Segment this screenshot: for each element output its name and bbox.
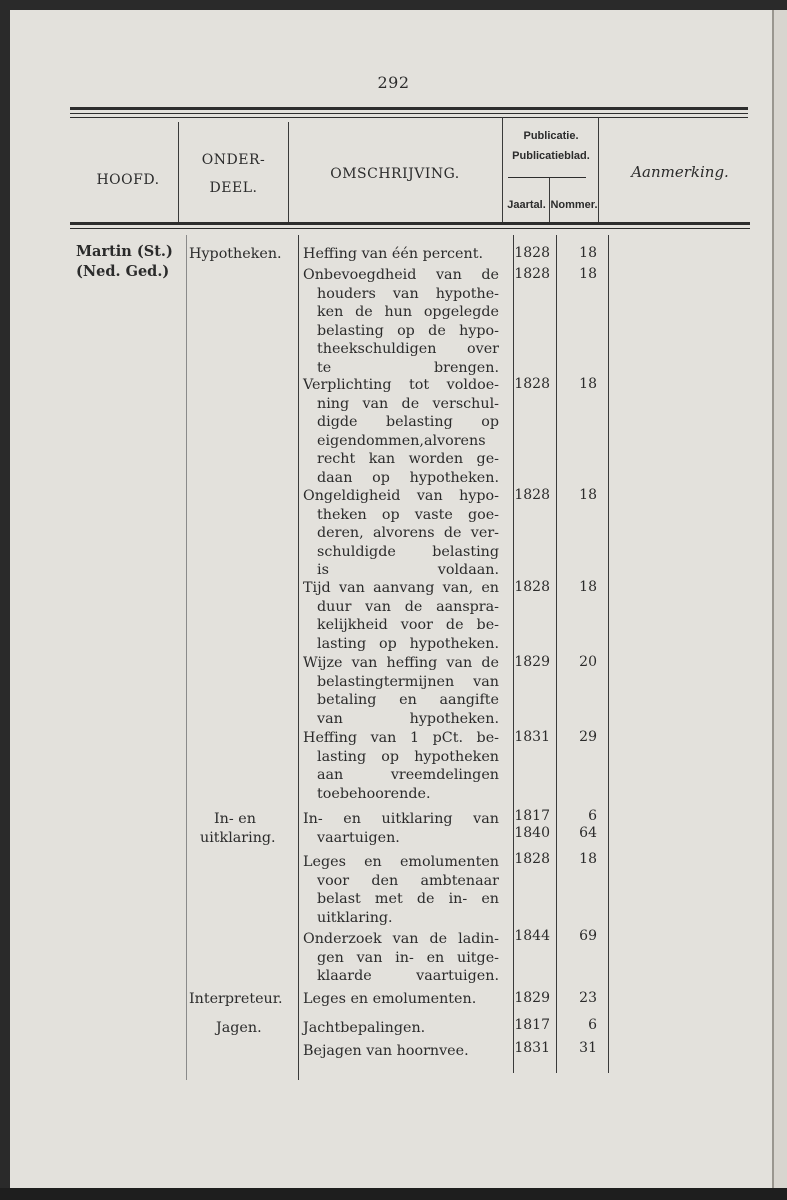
entry-description (303, 930, 499, 986)
entry-line: In- en uitklaring van (303, 811, 499, 827)
entry-year: 1831 (514, 729, 550, 745)
entry-number: 29 (579, 729, 597, 745)
entry-year: 1817 (514, 808, 550, 824)
header-divider (288, 122, 289, 222)
entry-line: Jachtbepalingen. (303, 1020, 426, 1036)
entry-line: toebehoorende. (317, 785, 431, 802)
onderdeel-in-en: In- en (214, 811, 256, 827)
entry-year: 1844 (514, 928, 550, 944)
entry-description (303, 1042, 499, 1061)
entry-year: 1831 (514, 1040, 550, 1056)
entry-line: lasting op hypotheken (317, 748, 499, 765)
entry-line: recht kan worden ge- (317, 451, 499, 467)
entry-line: Verplichting tot voldoe- (303, 377, 499, 393)
onderdeel-uitklaring: uitklaring. (200, 830, 276, 846)
entry-line: schuldigde belasting (317, 543, 499, 560)
entry-line: duur van de aanspra- (317, 598, 499, 615)
entry-number: 18 (579, 376, 597, 392)
entry-line: aan vreemdelingen (317, 767, 499, 783)
entry-year: 1828 (514, 376, 550, 392)
entry-number: 64 (579, 825, 597, 841)
entry-number: 18 (579, 851, 597, 867)
entry-number: 18 (579, 245, 597, 261)
onderdeel-hypotheken: Hypotheken. (189, 246, 282, 262)
entry-line: houders van hypothe- (317, 285, 499, 302)
hoofd-line-1: Martin (St.) (76, 243, 173, 260)
entry-number: 18 (579, 579, 597, 595)
hoofd-line-2: (Ned. Ged.) (76, 263, 170, 280)
entry-description (303, 266, 499, 377)
entry-line: Leges en emolumenten (303, 854, 499, 870)
entry-number: 18 (579, 487, 597, 503)
header-publicatie: Publicatie. (523, 130, 579, 142)
entry-line: Ongeldigheid van hypo- (303, 488, 499, 504)
publicatie-subrule (508, 177, 586, 178)
column-divider (298, 235, 299, 1080)
entry-number: 18 (579, 266, 597, 282)
column-divider (556, 235, 557, 1073)
entry-line: gen van in- en uitge- (317, 949, 499, 966)
entry-line: uitklaring. (317, 909, 393, 926)
entry-year: 1828 (514, 487, 550, 503)
entry-line: Onbevoegdheid van de (303, 267, 499, 283)
header-hoofd: HOOFD. (96, 172, 160, 188)
entry-line: kelijkheid voor de be- (317, 617, 499, 633)
entry-line: Onderzoek van de ladin- (303, 931, 499, 947)
entry-line: is voldaan. (317, 562, 499, 578)
header-onderdeel-1: ONDER- (201, 152, 266, 168)
entry-description (303, 487, 499, 580)
entry-line: ken de hun opgelegde (317, 304, 499, 320)
entry-line: theekschuldigen over (317, 341, 499, 357)
entry-line: te brengen. (317, 359, 499, 376)
entry-line: betaling en aangifte (317, 692, 499, 708)
entry-line: van hypotheken. (317, 710, 499, 727)
entry-description (303, 579, 499, 653)
entry-line: ning van de verschul- (317, 395, 499, 412)
header-jaartal: Jaartal. (507, 199, 546, 211)
entry-number: 20 (579, 654, 597, 670)
entry-description (303, 1019, 499, 1038)
entry-line: Bejagen van hoornvee. (303, 1043, 469, 1059)
header-rule (70, 222, 750, 225)
entry-description (303, 853, 499, 927)
header-divider (178, 122, 179, 222)
entry-description (303, 654, 499, 728)
top-rule-thin (70, 113, 748, 114)
header-onderdeel-2: DEEL. (209, 180, 258, 196)
entry-description (303, 990, 499, 1009)
entry-year: 1828 (514, 245, 550, 261)
top-rule-thin-2 (70, 117, 748, 118)
entry-line: deren, alvorens de ver- (317, 525, 499, 541)
page-edge (772, 10, 787, 1200)
entry-year: 1817 (514, 1017, 550, 1033)
entry-line: belasting op de hypo- (317, 322, 499, 339)
entry-line: klaarde vaartuigen. (317, 968, 499, 984)
entry-description (303, 729, 499, 803)
entry-description (303, 810, 499, 847)
entry-description (303, 245, 499, 264)
entry-line: Heffing van 1 pCt. be- (303, 730, 499, 746)
header-nommer: Nommer. (550, 199, 598, 211)
entry-year: 1829 (514, 990, 550, 1006)
scan-border (0, 1188, 787, 1200)
header-publicatieblad: Publicatieblad. (512, 150, 590, 162)
entry-year: 1829 (514, 654, 550, 670)
entry-number: 6 (588, 1017, 597, 1033)
entry-number: 31 (579, 1040, 597, 1056)
entry-line: belastingtermijnen van (317, 673, 499, 690)
column-divider (186, 235, 187, 1080)
column-divider (608, 235, 609, 1073)
entry-number: 6 (588, 808, 597, 824)
onderdeel-interpreteur: Interpreteur. (189, 991, 283, 1007)
entry-line: Tijd van aanvang van, en (303, 580, 499, 596)
entry-line: Wijze van heffing van de (303, 655, 499, 671)
entry-number: 69 (579, 928, 597, 944)
entry-number: 23 (579, 990, 597, 1006)
header-rule-thin (70, 228, 750, 229)
entry-description (303, 376, 499, 487)
top-rule-thick (70, 107, 748, 110)
header-aanmerking: Aanmerking. (631, 163, 729, 181)
entry-line: digde belasting op (317, 414, 499, 430)
header-omschrijving: OMSCHRIJVING. (330, 166, 460, 182)
entry-year: 1828 (514, 579, 550, 595)
entry-line: Heffing van één percent. (303, 246, 484, 262)
page-number: 292 (377, 73, 410, 92)
entry-line: theken op vaste goe- (317, 506, 499, 523)
entry-year: 1828 (514, 266, 550, 282)
entry-line: daan op hypotheken. (317, 469, 499, 486)
entry-year: 1840 (514, 825, 550, 841)
onderdeel-jagen: Jagen. (216, 1020, 262, 1036)
entry-line: vaartuigen. (317, 829, 400, 846)
entry-year: 1828 (514, 851, 550, 867)
entry-line: lasting op hypotheken. (317, 635, 499, 652)
entry-line: voor den ambtenaar (317, 872, 499, 889)
entry-line: eigendommen,alvorens (317, 432, 486, 449)
entry-line: Leges en emolumenten. (303, 991, 477, 1007)
entry-line: belast met de in- en (317, 891, 499, 907)
